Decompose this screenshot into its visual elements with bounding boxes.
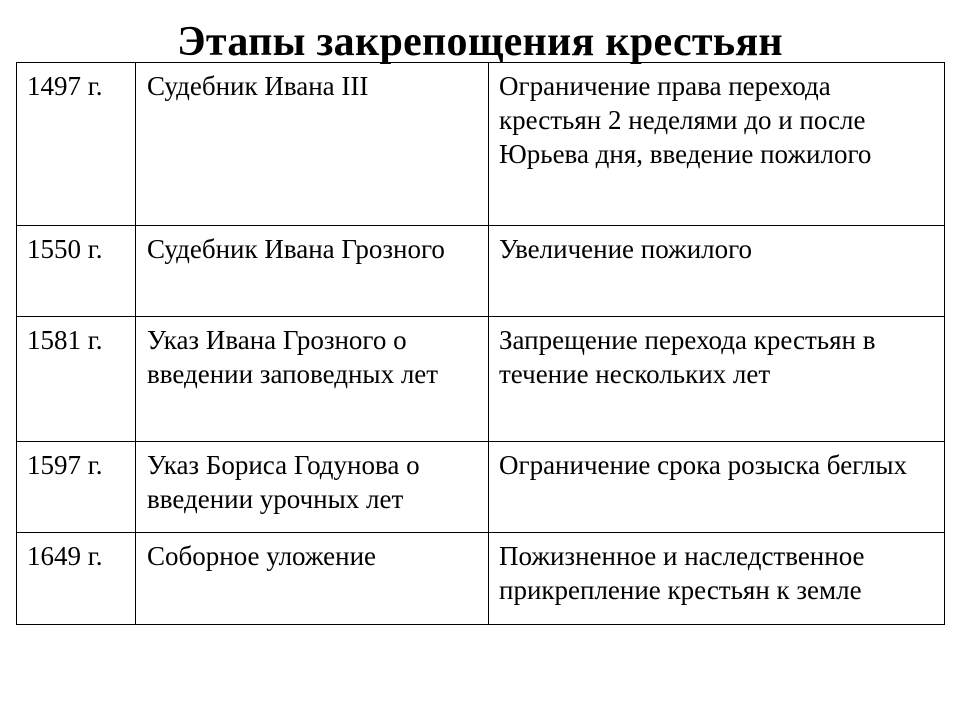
description-cell: Пожизненное и наследственное прикрепление крестьян к земле <box>489 533 945 625</box>
description-cell: Ограничение права перехода крестьян 2 неделями до и после Юрьева дня, введение пожилого <box>489 63 945 226</box>
description-cell: Запрещение перехода крестьян в течение нескольких лет <box>489 317 945 442</box>
enserfment-stages-table <box>16 62 945 625</box>
document-cell: Указ Бориса Годунова о введении урочных лет <box>136 442 489 533</box>
document-cell: Судебник Ивана Грозного <box>136 226 489 317</box>
year-cell: 1497 г. <box>17 63 136 226</box>
table-row <box>17 226 945 317</box>
description-cell: Ограничение срока розыска беглых <box>489 442 945 533</box>
document-cell: Судебник Ивана III <box>136 63 489 226</box>
year-cell: 1550 г. <box>17 226 136 317</box>
table-row <box>17 533 945 625</box>
description-cell: Увеличение пожилого <box>489 226 945 317</box>
page-title: Этапы закрепощения крестьян <box>177 19 783 65</box>
document-cell: Указ Ивана Грозного о введении заповедных лет <box>136 317 489 442</box>
table-row <box>17 442 945 533</box>
year-cell: 1581 г. <box>17 317 136 442</box>
year-cell: 1597 г. <box>17 442 136 533</box>
year-cell: 1649 г. <box>17 533 136 625</box>
document-cell: Соборное уложение <box>136 533 489 625</box>
table-row <box>17 63 945 226</box>
table-row <box>17 317 945 442</box>
